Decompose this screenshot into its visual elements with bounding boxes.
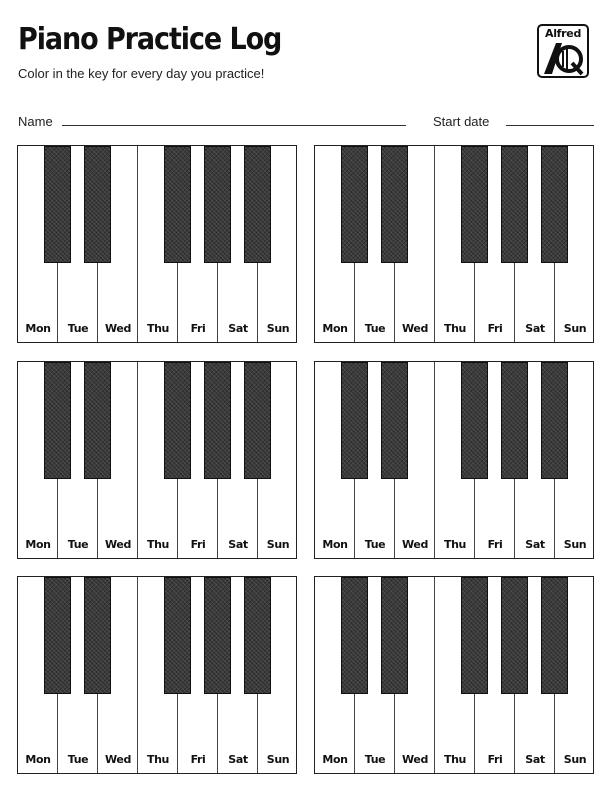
day-label: Thu bbox=[147, 753, 169, 766]
alfred-logo-icon bbox=[542, 41, 586, 76]
start-date-field[interactable] bbox=[506, 125, 594, 126]
page-title: Piano Practice Log bbox=[18, 22, 282, 57]
day-label: Fri bbox=[487, 538, 503, 551]
black-key bbox=[44, 146, 71, 263]
day-label: Tue bbox=[67, 322, 89, 335]
black-key bbox=[501, 577, 528, 694]
black-key bbox=[244, 577, 271, 694]
black-key bbox=[204, 577, 231, 694]
black-key bbox=[381, 577, 408, 694]
black-key bbox=[44, 362, 71, 479]
name-field[interactable] bbox=[62, 125, 406, 126]
black-key bbox=[84, 577, 111, 694]
black-key bbox=[244, 146, 271, 263]
day-label: Sun bbox=[266, 322, 290, 335]
day-label: Fri bbox=[190, 322, 206, 335]
black-key bbox=[164, 362, 191, 479]
black-key bbox=[164, 577, 191, 694]
day-label: Mon bbox=[322, 753, 348, 766]
day-label: Sun bbox=[563, 753, 587, 766]
black-key bbox=[541, 146, 568, 263]
black-key bbox=[461, 362, 488, 479]
practice-keyboard bbox=[17, 145, 297, 343]
black-key bbox=[461, 577, 488, 694]
name-label: Name bbox=[18, 114, 53, 129]
black-key bbox=[381, 362, 408, 479]
day-label: Fri bbox=[487, 322, 503, 335]
page-subtitle: Color in the key for every day you practice! bbox=[18, 66, 265, 81]
black-key bbox=[244, 362, 271, 479]
day-label: Sat bbox=[228, 753, 248, 766]
practice-keyboard bbox=[314, 361, 594, 559]
day-label: Wed bbox=[105, 753, 131, 766]
day-label: Tue bbox=[364, 753, 386, 766]
day-label: Thu bbox=[147, 538, 169, 551]
start-date-label: Start date bbox=[433, 114, 490, 129]
day-label: Mon bbox=[25, 753, 51, 766]
day-label: Sun bbox=[266, 753, 290, 766]
day-label: Mon bbox=[25, 538, 51, 551]
day-label: Thu bbox=[444, 322, 466, 335]
day-label: Thu bbox=[444, 538, 466, 551]
day-label: Sat bbox=[525, 753, 545, 766]
day-label: Mon bbox=[322, 322, 348, 335]
day-label: Fri bbox=[190, 538, 206, 551]
day-label: Sat bbox=[525, 322, 545, 335]
day-label: Sat bbox=[228, 538, 248, 551]
practice-keyboard bbox=[17, 361, 297, 559]
day-label: Wed bbox=[402, 538, 428, 551]
black-key bbox=[341, 577, 368, 694]
day-label: Tue bbox=[364, 322, 386, 335]
day-label: Sat bbox=[228, 322, 248, 335]
logo-text: Alfred bbox=[544, 27, 582, 40]
day-label: Thu bbox=[444, 753, 466, 766]
day-label: Sun bbox=[563, 322, 587, 335]
practice-keyboard bbox=[17, 576, 297, 774]
black-key bbox=[341, 362, 368, 479]
black-key bbox=[541, 577, 568, 694]
day-label: Tue bbox=[67, 753, 89, 766]
day-label: Wed bbox=[105, 538, 131, 551]
day-label: Thu bbox=[147, 322, 169, 335]
practice-keyboard bbox=[314, 576, 594, 774]
day-label: Wed bbox=[402, 322, 428, 335]
day-label: Tue bbox=[364, 538, 386, 551]
day-label: Sat bbox=[525, 538, 545, 551]
day-label: Mon bbox=[25, 322, 51, 335]
black-key bbox=[341, 146, 368, 263]
black-key bbox=[84, 146, 111, 263]
day-label: Fri bbox=[190, 753, 206, 766]
day-label: Sun bbox=[563, 538, 587, 551]
black-key bbox=[381, 146, 408, 263]
day-label: Mon bbox=[322, 538, 348, 551]
alfred-logo bbox=[537, 24, 589, 78]
black-key bbox=[501, 146, 528, 263]
black-key bbox=[461, 146, 488, 263]
day-label: Wed bbox=[105, 322, 131, 335]
day-label: Tue bbox=[67, 538, 89, 551]
black-key bbox=[44, 577, 71, 694]
day-label: Fri bbox=[487, 753, 503, 766]
practice-keyboard bbox=[314, 145, 594, 343]
day-label: Wed bbox=[402, 753, 428, 766]
black-key bbox=[541, 362, 568, 479]
black-key bbox=[501, 362, 528, 479]
black-key bbox=[164, 146, 191, 263]
black-key bbox=[204, 146, 231, 263]
black-key bbox=[84, 362, 111, 479]
black-key bbox=[204, 362, 231, 479]
day-label: Sun bbox=[266, 538, 290, 551]
